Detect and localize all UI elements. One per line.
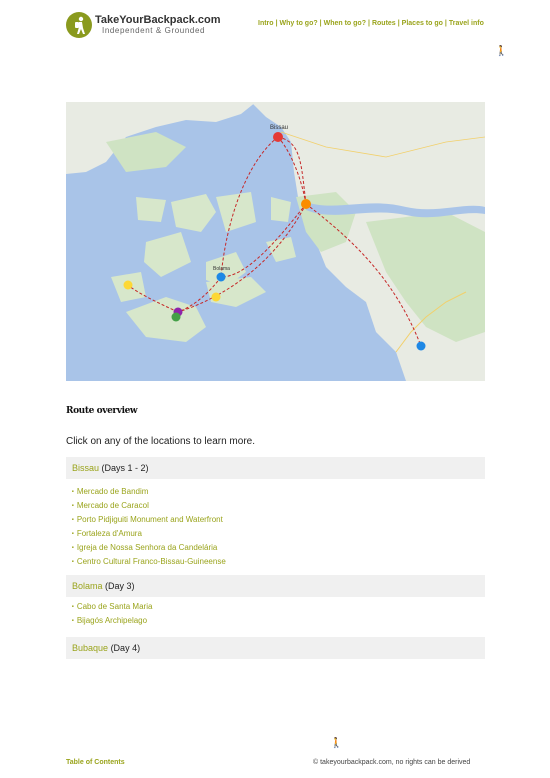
list-item-link[interactable]: Centro Cultural Franco-Bissau-Guineense bbox=[76, 557, 226, 567]
group-place-link[interactable]: Bubaque bbox=[72, 643, 109, 653]
bissau-list bbox=[72, 485, 226, 569]
marker-quinhamel[interactable] bbox=[301, 199, 311, 209]
marker-bolama[interactable] bbox=[217, 273, 226, 282]
list-item-link[interactable]: Mercado de Bandim bbox=[76, 487, 149, 497]
table-of-contents-link[interactable]: Table of Contents bbox=[66, 759, 125, 766]
nav-travel-info[interactable]: Travel info bbox=[448, 20, 484, 27]
list-item-link[interactable]: Cabo de Santa Maria bbox=[76, 602, 153, 612]
map-label-bolama: Bolama bbox=[213, 266, 230, 272]
list-item[interactable] bbox=[72, 513, 226, 527]
intro-text: Click on any of the locations to learn more. bbox=[66, 436, 255, 447]
group-days: (Day 3) bbox=[105, 581, 135, 591]
list-item-link[interactable]: Porto Pidjiguiti Monument and Waterfront bbox=[76, 515, 223, 525]
list-item-link[interactable]: Mercado de Caracol bbox=[76, 501, 149, 511]
hiker-icon: 🚶 bbox=[495, 46, 508, 57]
nav-separator: | bbox=[444, 20, 447, 27]
marker-canhabaque[interactable] bbox=[172, 313, 181, 322]
list-item[interactable] bbox=[72, 499, 226, 513]
map-label-bissau: Bissau bbox=[270, 125, 289, 131]
group-place-link[interactable]: Bolama bbox=[72, 581, 103, 591]
copyright-text: © takeyourbackpack.com, no rights can be derived bbox=[313, 759, 471, 766]
list-item[interactable] bbox=[72, 555, 226, 569]
list-item[interactable] bbox=[72, 614, 152, 628]
hiker-icon: 🚶 bbox=[330, 738, 343, 749]
group-days: (Day 4) bbox=[110, 643, 141, 653]
group-header-bolama[interactable] bbox=[66, 575, 485, 597]
nav-why-to-go[interactable]: Why to go? bbox=[279, 20, 318, 27]
brand-tagline: Independent & Grounded bbox=[102, 26, 206, 35]
nav-separator: | bbox=[397, 20, 400, 27]
brand-name[interactable]: TakeYourBackpack.com bbox=[95, 14, 221, 26]
group-header-bissau[interactable] bbox=[66, 457, 485, 479]
list-item-link[interactable]: Igreja de Nossa Senhora da Candelária bbox=[76, 543, 218, 553]
list-item[interactable] bbox=[72, 527, 226, 541]
list-item-link[interactable]: Bijagós Archipelago bbox=[76, 616, 148, 626]
group-header-bubaque[interactable] bbox=[66, 637, 485, 659]
nav-intro[interactable]: Intro bbox=[258, 20, 274, 27]
nav-routes[interactable]: Routes bbox=[371, 20, 396, 27]
section-title: Route overview bbox=[66, 406, 138, 416]
marker-bissau[interactable] bbox=[273, 132, 283, 142]
bolama-list bbox=[72, 600, 152, 628]
list-item[interactable] bbox=[72, 485, 226, 499]
group-days: (Days 1 - 2) bbox=[101, 463, 149, 473]
list-item-link[interactable]: Fortaleza d'Amura bbox=[76, 529, 142, 539]
marker-rubane[interactable] bbox=[212, 293, 221, 302]
top-navigation bbox=[258, 20, 484, 27]
nav-separator: | bbox=[368, 20, 370, 27]
nav-separator: | bbox=[319, 20, 322, 27]
nav-when-to-go[interactable]: When to go? bbox=[323, 20, 366, 27]
marker-orango[interactable] bbox=[124, 281, 133, 290]
page-header bbox=[0, 0, 550, 60]
nav-places-to-go[interactable]: Places to go bbox=[401, 20, 443, 27]
brand-logo-icon[interactable] bbox=[66, 12, 92, 38]
list-item[interactable] bbox=[72, 541, 226, 555]
nav-separator: | bbox=[275, 20, 278, 27]
list-item[interactable] bbox=[72, 600, 152, 614]
group-place-link[interactable]: Bissau bbox=[72, 463, 100, 473]
route-map[interactable] bbox=[66, 102, 485, 381]
marker-cacine[interactable] bbox=[417, 342, 426, 351]
